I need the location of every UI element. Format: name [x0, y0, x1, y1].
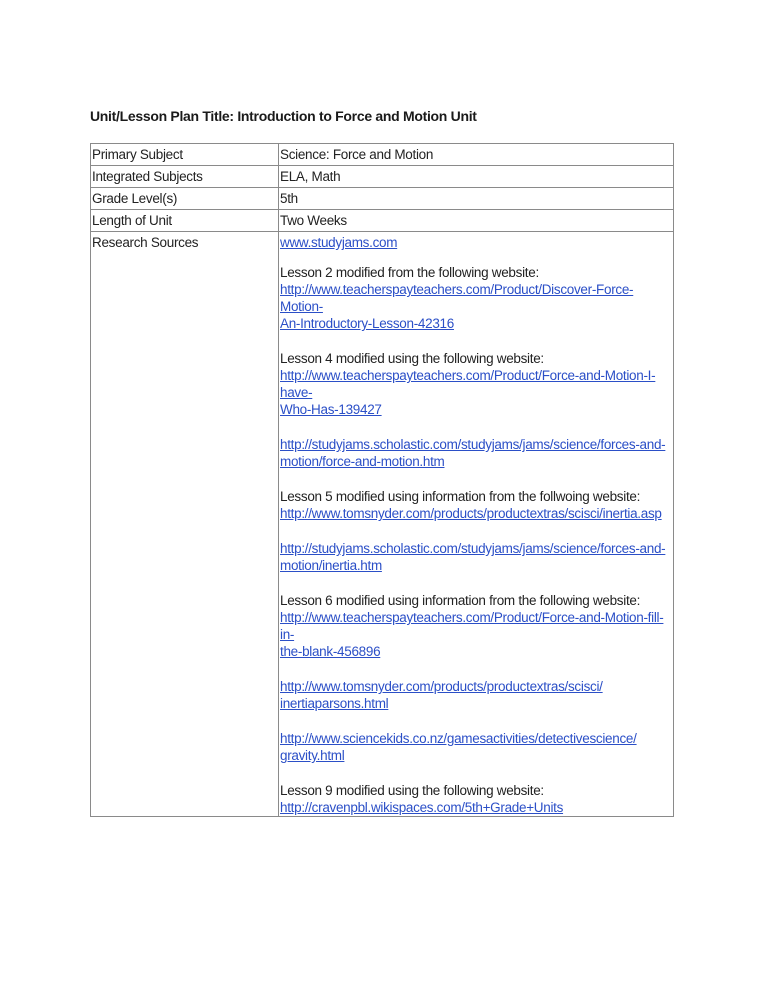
link-line: http://cravenpbl.wikispaces.com/5th+Grade+Units [280, 800, 564, 815]
row-label: Length of Unit [91, 210, 279, 232]
link-line: http://www.sciencekids.co.nz/gamesactivities/detectivescience/ [280, 731, 637, 746]
table-row-integrated-subjects [91, 166, 674, 188]
row-value: 5th [279, 188, 674, 210]
source-link[interactable] [280, 505, 673, 522]
source-link[interactable] [280, 436, 673, 470]
source-link[interactable] [280, 609, 673, 660]
table-row-primary-subject [91, 144, 674, 166]
table-row-research-sources [91, 232, 674, 817]
source-note: Lesson 5 modified using information from the follwoing website: [280, 489, 641, 504]
link-line: http://www.tomsnyder.com/products/productextras/scisci/ [280, 679, 603, 694]
row-label: Integrated Subjects [91, 166, 279, 188]
table-row-length-of-unit [91, 210, 674, 232]
link-line: the-blank-456896 [280, 644, 381, 659]
source-block-tomsnyder-parsons [280, 678, 673, 712]
source-note: Lesson 2 modified from the following website: [280, 265, 539, 280]
source-block-lesson-9 [280, 782, 673, 816]
source-block-lesson-2 [280, 264, 673, 332]
source-block-lesson-5 [280, 488, 673, 522]
source-link[interactable] [280, 281, 673, 332]
source-link[interactable] [280, 799, 673, 816]
source-note: Lesson 9 modified using the following website: [280, 783, 544, 798]
link-line: http://studyjams.scholastic.com/studyjams/jams/science/forces-and- [280, 437, 666, 452]
link-line: inertiaparsons.html [280, 696, 389, 711]
source-block-lesson-6 [280, 592, 673, 660]
link-line: motion/force-and-motion.htm [280, 454, 445, 469]
row-value: Two Weeks [279, 210, 674, 232]
source-link[interactable] [280, 540, 673, 574]
row-value: Science: Force and Motion [279, 144, 674, 166]
row-label: Primary Subject [91, 144, 279, 166]
table-row-grade-levels [91, 188, 674, 210]
link-line: http://www.tomsnyder.com/products/productextras/scisci/inertia.asp [280, 506, 662, 521]
source-note: Lesson 4 modified using the following website: [280, 351, 544, 366]
research-sources-cell [279, 232, 674, 817]
source-link[interactable] [280, 678, 673, 712]
link-line: gravity.html [280, 748, 345, 763]
source-link[interactable] [280, 367, 673, 418]
link-line: http://studyjams.scholastic.com/studyjams/jams/science/forces-and- [280, 541, 666, 556]
lesson-plan-title: Unit/Lesson Plan Title: Introduction to Force and Motion Unit [90, 108, 477, 124]
link-studyjams[interactable]: www.studyjams.com [280, 235, 398, 250]
link-line: http://www.teacherspayteachers.com/Product/Discover-Force-Motion- [280, 282, 634, 314]
row-label: Grade Level(s) [91, 188, 279, 210]
source-block-lesson-4 [280, 350, 673, 418]
unit-info-table [90, 143, 674, 817]
source-link[interactable] [280, 730, 673, 764]
link-line: http://www.teacherspayteachers.com/Product/Force-and-Motion-fill-in- [280, 610, 664, 642]
link-line: http://www.teacherspayteachers.com/Product/Force-and-Motion-I-have- [280, 368, 656, 400]
source-block-sciencekids-gravity [280, 730, 673, 764]
link-line: motion/inertia.htm [280, 558, 382, 573]
row-value: ELA, Math [279, 166, 674, 188]
link-line: An-Introductory-Lesson-42316 [280, 316, 454, 331]
source-block-studyjams-inertia [280, 540, 673, 574]
link-line: Who-Has-139427 [280, 402, 382, 417]
source-block-studyjams-force [280, 436, 673, 470]
row-label: Research Sources [91, 232, 279, 817]
source-note: Lesson 6 modified using information from the following website: [280, 593, 641, 608]
